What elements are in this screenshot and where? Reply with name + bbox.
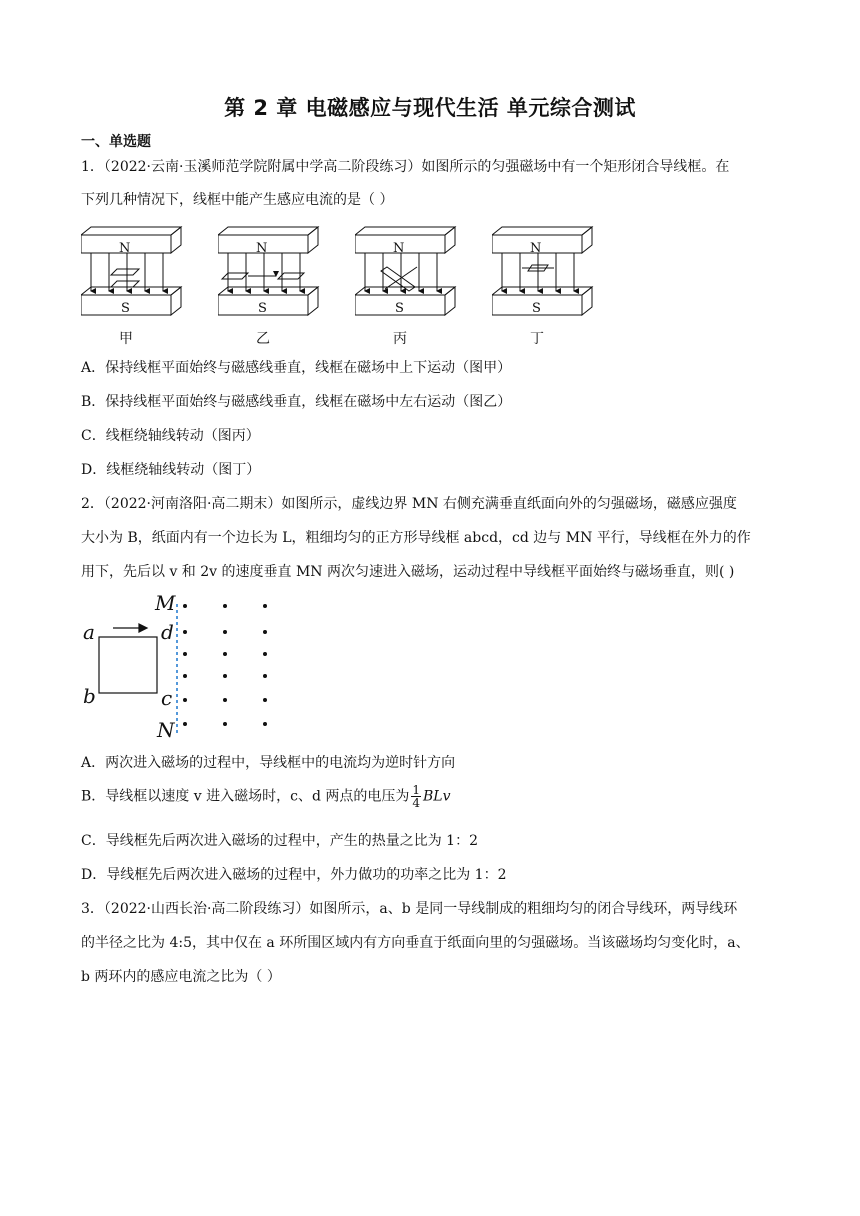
fraction-one-quarter (411, 784, 421, 809)
magnet-figure-bing (355, 225, 459, 330)
page-title: 第 2 章 电磁感应与现代生活 单元综合测试 (224, 96, 636, 120)
pole-label-n-3: N (393, 241, 405, 256)
q1-option-a: A．保持线框平面始终与磁感线垂直，线框在磁场中上下运动（图甲） (81, 360, 512, 376)
q2-figure (81, 591, 291, 744)
q1-option-b: B．保持线框平面始终与磁感线垂直，线框在磁场中左右运动（图乙） (81, 394, 512, 410)
q3-stem-line2: 的半径之比为 4:5，其中仅在 a 环所围区域内有方向垂直于纸面向里的匀强磁场。当该磁场均匀变化时，a、 (81, 935, 750, 951)
label-n: N (157, 718, 175, 742)
pole-label-n-4: N (530, 241, 542, 256)
label-d: d (161, 620, 174, 644)
label-m: M (155, 591, 176, 615)
pole-label-s-1: S (121, 301, 130, 316)
label-b: b (83, 684, 96, 708)
q2-option-b (81, 784, 451, 814)
q1-stem-line1: 1．（2022·云南·玉溪师范学院附属中学高二阶段练习）如图所示的匀强磁场中有一个矩形闭合导线框。在 (81, 159, 730, 175)
q2-option-d: D．导线框先后两次进入磁场的过程中，外力做功的功率之比为 1：2 (81, 867, 507, 883)
fraction-denominator: 4 (412, 796, 420, 810)
magnet-figure-ding (492, 225, 596, 330)
q2-stem-line2: 大小为 B，纸面内有一个边长为 L，粗细均匀的正方形导线框 abcd，cd 边与 MN 平行，导线框在外力的作 (81, 530, 751, 546)
q2-option-b-expr: BLv (423, 788, 451, 805)
q2-option-c: C．导线框先后两次进入磁场的过程中，产生的热量之比为 1：2 (81, 833, 478, 849)
q2-stem-line1: 2．（2022·河南洛阳·高二期末）如图所示，虚线边界 MN 右侧充满垂直纸面向外的匀强磁场，磁感应强度 (81, 496, 737, 512)
fig-label-bing: 丙 (393, 331, 407, 347)
pole-label-s-4: S (532, 301, 541, 316)
fig-label-ding: 丁 (530, 331, 544, 347)
fig-label-yi: 乙 (256, 331, 270, 347)
pole-label-s-3: S (395, 301, 404, 316)
q2-stem-line3: 用下，先后以 v 和 2v 的速度垂直 MN 两次匀速进入磁场，运动过程中导线框平面始终与磁场垂直，则( ) (81, 564, 735, 580)
q1-option-d: D．线框绕轴线转动（图丁） (81, 462, 261, 478)
magnet-figure-yi (218, 225, 322, 330)
label-c: c (161, 686, 173, 710)
magnet-figure-jia (81, 225, 185, 330)
pole-label-n-1: N (119, 241, 131, 256)
section-heading: 一、单选题 (81, 134, 151, 150)
q2-option-a: A．两次进入磁场的过程中，导线框中的电流均为逆时针方向 (81, 755, 456, 771)
pole-label-n-2: N (256, 241, 268, 256)
q1-option-c: C．线框绕轴线转动（图丙） (81, 428, 260, 444)
q3-stem-line3: b 两环内的感应电流之比为（ ） (81, 969, 281, 985)
q1-stem-line2: 下列几种情况下，线框中能产生感应电流的是（ ） (81, 192, 394, 208)
fig-label-jia: 甲 (119, 331, 133, 347)
fraction-numerator: 1 (412, 783, 420, 797)
q2-option-b-text: B．导线框以速度 v 进入磁场时，c、d 两点的电压为 (81, 788, 410, 805)
q1-figure-row (81, 225, 601, 350)
label-a: a (83, 620, 95, 644)
q3-stem-line1: 3．（2022·山西长治·高二阶段练习）如图所示，a、b 是同一导线制成的粗细均匀的闭合导线环，两导线环 (81, 901, 738, 917)
pole-label-s-2: S (258, 301, 267, 316)
